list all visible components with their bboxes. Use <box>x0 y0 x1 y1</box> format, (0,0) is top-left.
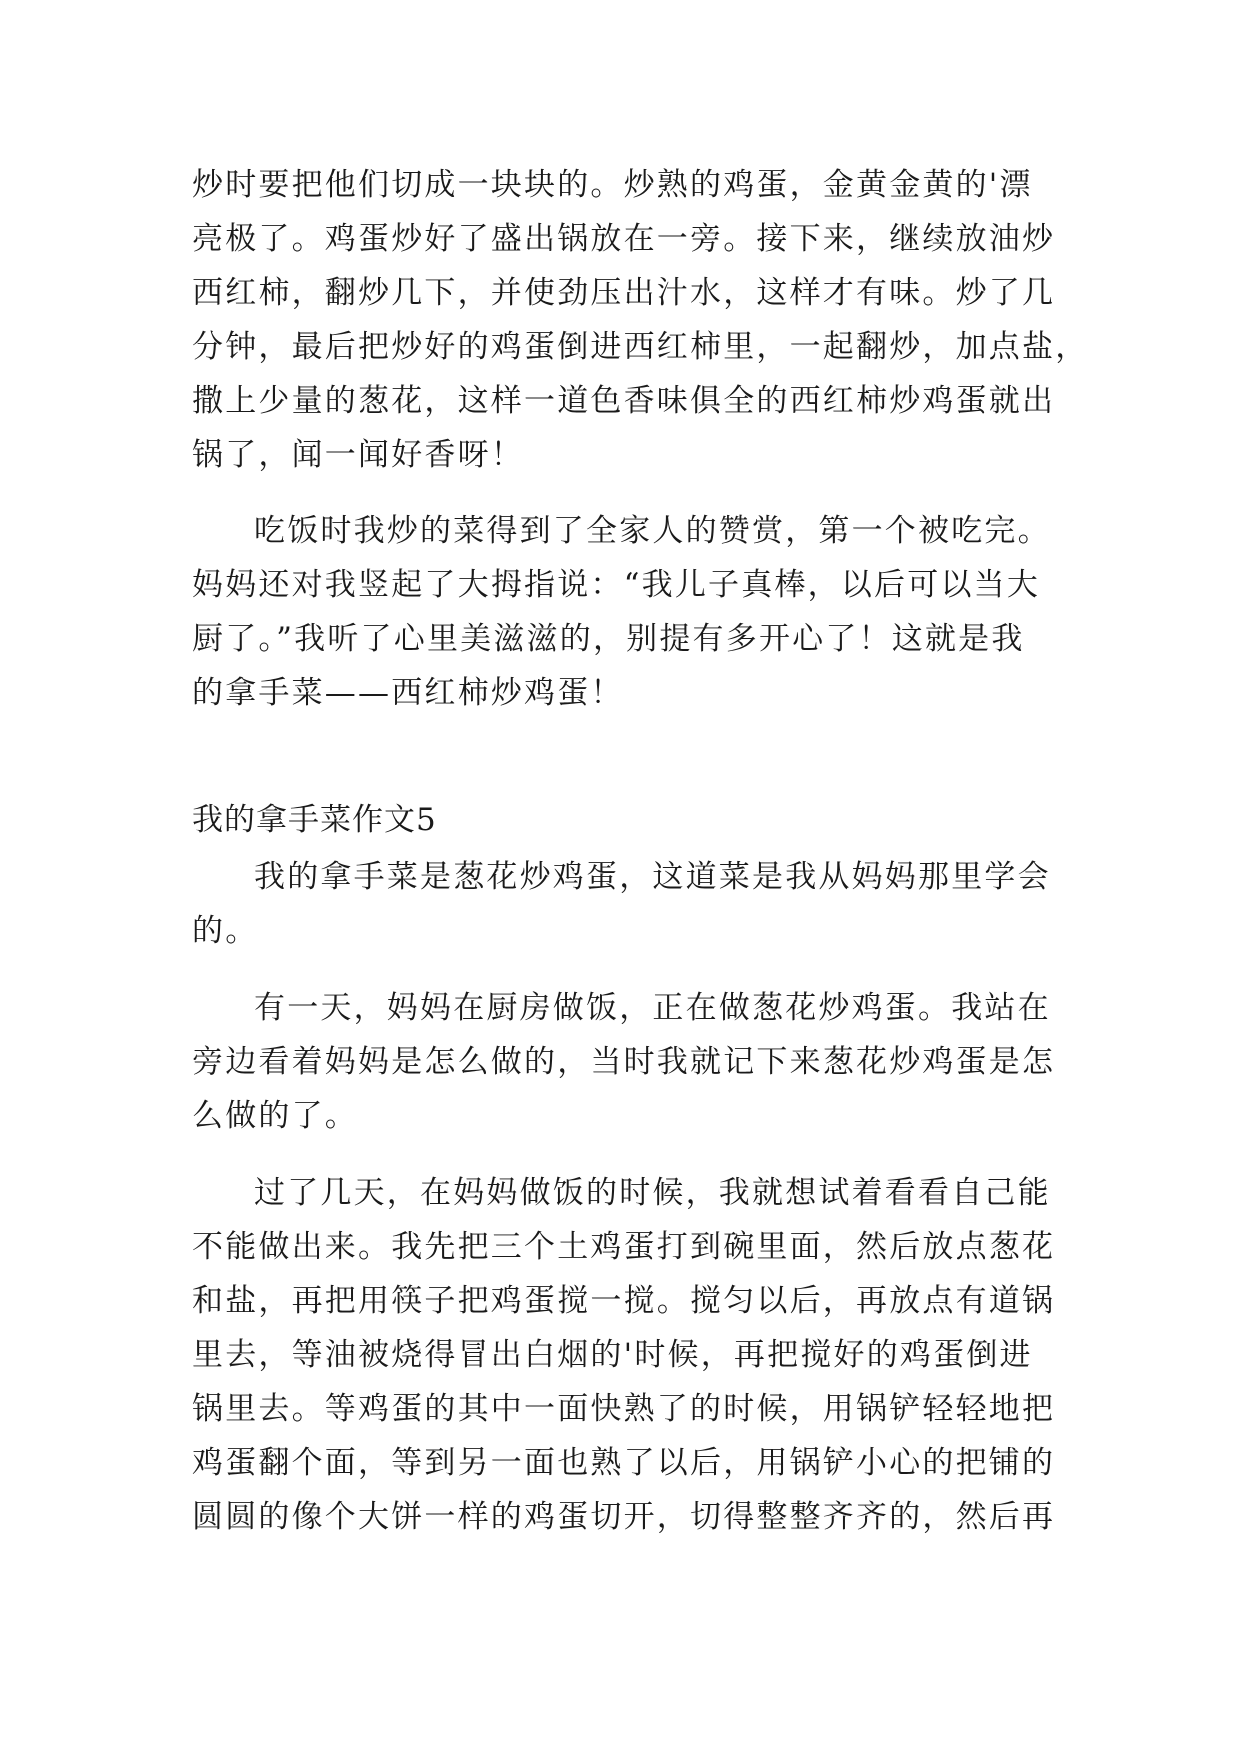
paragraph-first-line: 有一天，妈妈在厨房做饭，正在做葱花炒鸡蛋。我站在 <box>254 990 1051 1026</box>
paragraph-first-line: 我的拿手菜是葱花炒鸡蛋，这道菜是我从妈妈那里学会 <box>254 859 1051 895</box>
section-heading: 我的拿手菜作文5 <box>192 802 437 838</box>
text-line: 撒上少量的葱花，这样一道色香味俱全的西红柿炒鸡蛋就出 <box>192 383 1056 419</box>
text-line: 分钟，最后把炒好的鸡蛋倒进西红柿里，一起翻炒，加点盐， <box>192 329 1089 365</box>
text-line: 亮极了。鸡蛋炒好了盛出锅放在一旁。接下来，继续放油炒 <box>192 221 1056 257</box>
text-line: 里去，等油被烧得冒出白烟的'时候，再把搅好的鸡蛋倒进 <box>192 1337 1033 1373</box>
text-line: 圆圆的像个大饼一样的鸡蛋切开，切得整整齐齐的，然后再 <box>192 1499 1056 1535</box>
text-line: 锅了，闻一闻好香呀！ <box>192 437 524 473</box>
text-line: 旁边看着妈妈是怎么做的，当时我就记下来葱花炒鸡蛋是怎 <box>192 1044 1056 1080</box>
text-line: 的。 <box>192 913 259 949</box>
text-line: 妈妈还对我竖起了大拇指说：“我儿子真棒，以后可以当大 <box>192 567 1041 603</box>
paragraph-first-line: 吃饭时我炒的菜得到了全家人的赞赏，第一个被吃完。 <box>254 513 1051 549</box>
paragraph-first-line: 过了几天，在妈妈做饭的时候，我就想试着看看自己能 <box>254 1175 1051 1211</box>
text-line: 不能做出来。我先把三个土鸡蛋打到碗里面，然后放点葱花 <box>192 1229 1056 1265</box>
text-line: 锅里去。等鸡蛋的其中一面快熟了的时候，用锅铲轻轻地把 <box>192 1391 1056 1427</box>
text-line: 和盐，再把用筷子把鸡蛋搅一搅。搅匀以后，再放点有道锅 <box>192 1283 1056 1319</box>
text-line: 么做的了。 <box>192 1098 358 1134</box>
text-line: 的拿手菜——西红柿炒鸡蛋！ <box>192 675 624 711</box>
text-line: 西红柿，翻炒几下，并使劲压出汁水，这样才有味。炒了几 <box>192 275 1056 311</box>
text-line: 炒时要把他们切成一块块的。炒熟的鸡蛋，金黄金黄的'漂 <box>192 167 1033 203</box>
text-line: 厨了。”我听了心里美滋滋的，别提有多开心了！这就是我 <box>192 621 1025 657</box>
text-line: 鸡蛋翻个面，等到另一面也熟了以后，用锅铲小心的把铺的 <box>192 1445 1056 1481</box>
